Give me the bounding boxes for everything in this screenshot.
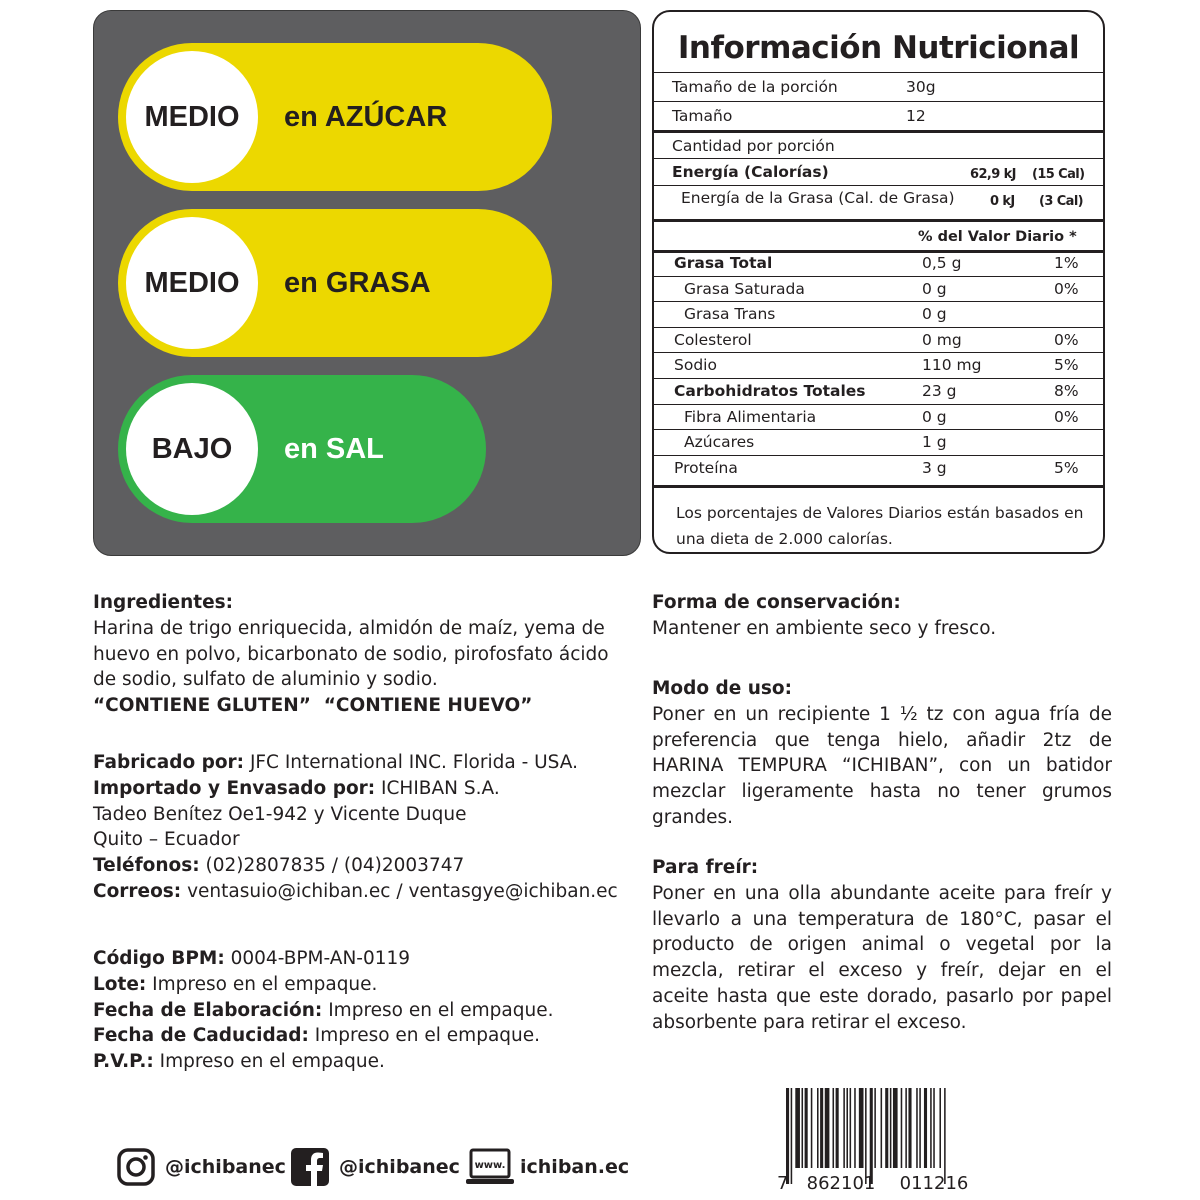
ingredients-text: Harina de trigo enriquecida, almidón de maíz, yema de huevo en polvo, bicarbonato de sodio, pirofosfato ácido de sodio, sulfato de aluminio y sodio.: [93, 617, 609, 691]
nutrition-traffic-light-panel: [93, 10, 641, 556]
frying-text: Poner en una olla abundante aceite para freír y llevarlo a una temperatura de 180°C, pasar el producto de origen animal o vegetal por la mezcla, retirar el exceso y freír, dejar en el aceite hasta que este dorado, pasarlo por papel absorbente para retirar el exceso.: [652, 882, 1112, 1033]
fat-indicator: [118, 209, 552, 357]
ingredients-heading: Ingredientes:: [93, 592, 234, 613]
address-line-1: Tadeo Benítez Oe1-942 y Vicente Duque: [93, 803, 467, 825]
frying-section: [652, 855, 1112, 1036]
divider: [654, 352, 1103, 353]
bpm-value: 0004-BPM-AN-0119: [224, 948, 411, 969]
salt-indicator: [118, 375, 486, 523]
daily-value-footnote: Los porcentajes de Valores Diarios están basados en una dieta de 2.000 calorías.: [676, 504, 1084, 548]
divider: [654, 276, 1103, 277]
divider: [654, 130, 1103, 133]
divider: [654, 378, 1103, 379]
sugar-level: MEDIO: [126, 51, 258, 183]
instagram-icon: [117, 1148, 155, 1186]
ingredients-section: [93, 590, 623, 719]
emails-label: Correos:: [93, 880, 182, 902]
laptop-web-icon: [466, 1148, 514, 1186]
nutrition-facts-table: [652, 10, 1105, 554]
nutrient-daily-value: 0%: [1054, 330, 1079, 349]
divider: [654, 72, 1103, 73]
web-icon-label: www.: [474, 1160, 506, 1171]
pvp-value: Impreso en el empaque.: [153, 1051, 385, 1073]
barcode-bar: [825, 1088, 830, 1168]
salt-label: en SAL: [284, 432, 384, 465]
bpm-label: Código BPM:: [93, 948, 225, 969]
frying-heading: Para freír:: [652, 857, 759, 878]
facebook-text: @ichibanec: [339, 1156, 460, 1178]
expiry-date-label: Fecha de Caducidad:: [93, 1025, 309, 1047]
nutrient-name: Grasa Saturada: [684, 279, 805, 298]
barcode-bar: [944, 1088, 946, 1184]
divider: [654, 327, 1103, 328]
storage-text: Mantener en ambiente seco y fresco.: [652, 617, 997, 639]
nutrient-daily-value: 5%: [1054, 356, 1079, 375]
website-link: [466, 1148, 629, 1186]
sugar-label: en AZÚCAR: [284, 100, 448, 133]
barcode: [777, 1088, 991, 1194]
sugar-indicator: [118, 43, 552, 191]
codes-section: [93, 946, 653, 1075]
storage-section: [652, 590, 1112, 642]
divider: [654, 455, 1103, 456]
divider: [654, 429, 1103, 430]
serving-size-label: Tamaño de la porción: [672, 78, 838, 96]
barcode-bar: [865, 1088, 867, 1184]
size-label: Tamaño: [672, 107, 733, 125]
nutrient-amount: 23 g: [922, 382, 957, 400]
divider: [654, 158, 1103, 159]
barcode-bar: [854, 1088, 856, 1168]
barcode-bar: [850, 1088, 852, 1168]
imported-by-label: Importado y Envasado por:: [93, 777, 376, 799]
nutrient-amount: 1 g: [922, 433, 947, 452]
barcode-bar: [802, 1088, 804, 1168]
barcode-bar: [893, 1088, 898, 1168]
divider: [654, 219, 1103, 222]
barcode-bar: [805, 1088, 808, 1168]
instagram-handle: [117, 1148, 286, 1186]
nutrient-name: Colesterol: [674, 330, 752, 349]
nutrient-name: Carbohidratos Totales: [674, 382, 866, 400]
nutrient-amount: 0 g: [922, 305, 947, 324]
energy-label: Energía (Calorías): [672, 163, 829, 181]
barcode-bar: [901, 1088, 903, 1168]
barcode-bar: [890, 1088, 892, 1168]
barcode-bar: [905, 1088, 907, 1168]
size-value: 12: [906, 107, 926, 125]
fat-energy-label: Energía de la Grasa (Cal. de Grasa): [681, 189, 955, 207]
nutrient-name: Sodio: [674, 356, 717, 375]
barcode-bar: [811, 1088, 813, 1168]
fat-label: en GRASA: [284, 266, 431, 299]
divider: [654, 485, 1103, 488]
nutrient-daily-value: 8%: [1054, 382, 1079, 400]
barcode-bar: [885, 1088, 888, 1168]
barcode-bar: [870, 1088, 873, 1184]
barcode-group-right: 011216: [899, 1173, 969, 1194]
barcode-bar: [939, 1088, 941, 1168]
nutrient-amount: 0 mg: [922, 330, 962, 349]
barcode-bar: [924, 1088, 927, 1168]
nutrient-amount: 0 g: [922, 279, 947, 298]
elaboration-date-label: Fecha de Elaboración:: [93, 999, 323, 1021]
barcode-bar: [919, 1088, 921, 1168]
serving-size-value: 30g: [906, 78, 936, 96]
phones-value: (02)2807835 / (04)2003747: [199, 855, 465, 877]
nutrient-name: Fibra Alimentaria: [684, 407, 817, 426]
phones-label: Teléfonos:: [93, 855, 200, 877]
energy-cal: (15 Cal): [1032, 167, 1085, 182]
barcode-bar: [820, 1088, 823, 1168]
energy-kj: 62,9 kJ: [970, 167, 1016, 182]
divider: [654, 404, 1103, 405]
usage-section: [652, 676, 1112, 831]
amount-per-serving: Cantidad por porción: [672, 137, 835, 155]
barcode-bar: [786, 1088, 789, 1184]
barcode-bar: [930, 1088, 932, 1168]
manufacturer-section: [93, 750, 653, 905]
barcode-bar: [881, 1088, 883, 1168]
elaboration-date-value: Impreso en el empaque.: [322, 999, 554, 1021]
nutrient-amount: 110 mg: [922, 356, 982, 375]
instagram-text: @ichibanec: [165, 1156, 286, 1178]
pvp-label: P.V.P.:: [93, 1051, 154, 1073]
nutrient-amount: 0 g: [922, 407, 947, 426]
barcode-bar: [795, 1088, 800, 1168]
divider: [654, 301, 1103, 302]
facebook-icon: [291, 1148, 329, 1186]
nutrient-name: Grasa Trans: [684, 305, 776, 324]
made-by-value: JFC International INC. Florida - USA.: [244, 752, 578, 773]
fat-energy-cal: (3 Cal): [1039, 194, 1084, 209]
usage-text: Poner en un recipiente 1 ½ tz con agua fría de preferencia que tenga hielo, añadir 2tz de HARINA TEMPURA “ICHIBAN”, con un batidor mezclar ligeramente hasta no tener grumos grandes.: [652, 703, 1112, 828]
barcode-bar: [846, 1088, 848, 1168]
barcode-bar: [859, 1088, 864, 1168]
made-by-label: Fabricado por:: [93, 752, 245, 773]
nutrient-name: Grasa Total: [674, 254, 773, 272]
nutrient-amount: 0,5 g: [922, 254, 962, 272]
nutrient-daily-value: 5%: [1054, 458, 1079, 477]
nutrient-name: Proteína: [674, 458, 738, 477]
nutrition-title: Información Nutricional: [677, 30, 1080, 66]
nutrient-daily-value: 0%: [1054, 279, 1079, 298]
barcode-bar: [833, 1088, 835, 1168]
barcode-bar: [791, 1088, 793, 1184]
lot-value: Impreso en el empaque.: [146, 973, 378, 995]
facebook-handle: [291, 1148, 460, 1186]
imported-by-value: ICHIBAN S.A.: [375, 777, 500, 799]
website-text: ichiban.ec: [520, 1156, 630, 1178]
storage-heading: Forma de conservación:: [652, 592, 901, 613]
salt-level: BAJO: [126, 383, 258, 515]
barcode-bars: [786, 1088, 946, 1184]
fat-level: MEDIO: [126, 217, 258, 349]
usage-heading: Modo de uso:: [652, 678, 793, 699]
expiry-date-value: Impreso en el empaque.: [308, 1025, 541, 1047]
daily-value-header: % del Valor Diario *: [918, 229, 1077, 245]
fat-energy-kj: 0 kJ: [990, 194, 1015, 209]
barcode-bar: [843, 1088, 845, 1168]
barcode-bar: [916, 1088, 918, 1168]
barcode-bar: [836, 1088, 839, 1168]
barcode-digit-first: 7: [777, 1173, 789, 1194]
barcode-bar: [933, 1088, 935, 1168]
barcode-bar: [874, 1088, 876, 1168]
divider: [654, 185, 1103, 186]
allergen-warning: “CONTIENE GLUTEN” “CONTIENE HUEVO”: [93, 695, 533, 717]
divider: [654, 250, 1103, 253]
divider: [654, 101, 1103, 102]
nutrient-amount: 3 g: [922, 458, 947, 477]
nutrient-daily-value: 1%: [1054, 254, 1079, 272]
barcode-group-left: 862101: [806, 1173, 876, 1194]
barcode-bar: [908, 1088, 911, 1168]
address-line-2: Quito – Ecuador: [93, 829, 240, 851]
nutrient-daily-value: 0%: [1054, 407, 1079, 426]
nutrient-name: Azúcares: [684, 433, 755, 452]
lot-label: Lote:: [93, 973, 147, 995]
barcode-bar: [817, 1088, 819, 1168]
emails-value: ventasuio@ichiban.ec / ventasgye@ichiban.ec: [181, 880, 618, 902]
